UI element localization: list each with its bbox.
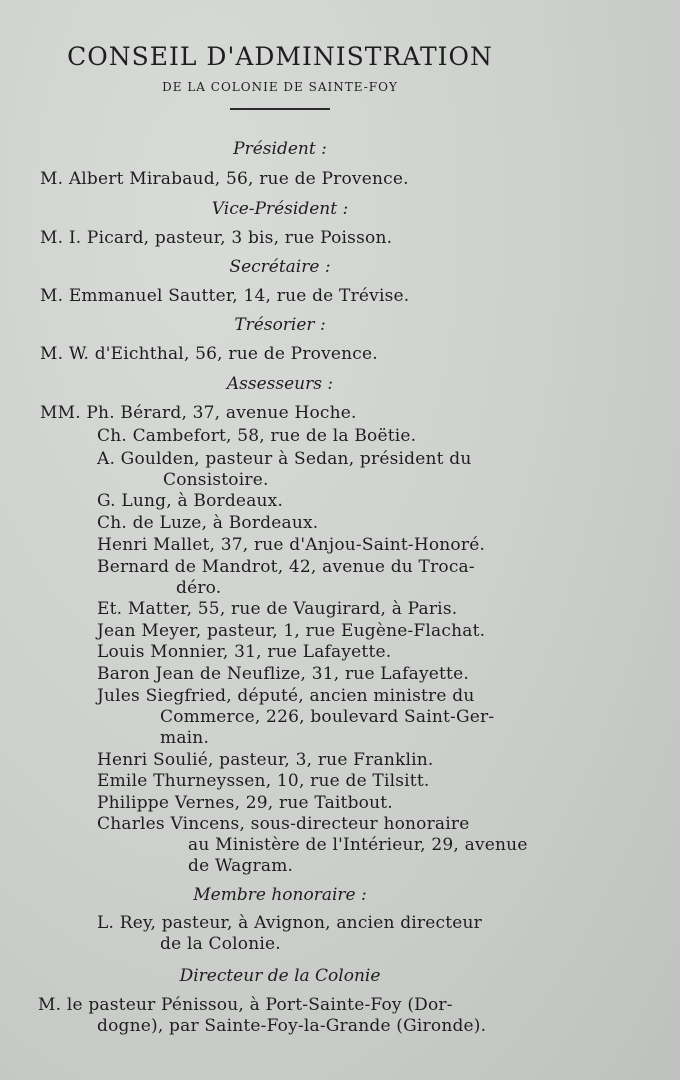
assesseur-line: de Wagram. [188,856,294,876]
secretaire-entry: M. Emmanuel Sautter, 14, rue de Trévise. [40,286,410,306]
assesseur-line: Jean Meyer, pasteur, 1, rue Eugène-Flachat. [97,621,486,641]
directeur-line: dogne), par Sainte-Foy-la-Grande (Gironde). [97,1016,487,1036]
assesseur-line: déro. [176,578,222,598]
assesseur-line: au Ministère de l'Intérieur, 29, avenue [188,835,528,855]
directeur-heading: Directeur de la Colonie [179,966,381,986]
membre-honoraire-heading: Membre honoraire : [193,885,367,905]
assesseur-line: Emile Thurneyssen, 10, rue de Tilsitt. [97,771,430,791]
assesseur-line: Henri Mallet, 37, rue d'Anjou-Saint-Honoré. [97,535,486,555]
vice-president-entry: M. I. Picard, pasteur, 3 bis, rue Poisson. [40,228,393,248]
assesseur-line: Charles Vincens, sous-directeur honoraire [97,814,470,834]
president-heading: Président : [233,139,327,159]
assesseur-line: MM. Ph. Bérard, 37, avenue Hoche. [40,403,357,423]
president-entry: M. Albert Mirabaud, 56, rue de Provence. [40,169,409,189]
secretaire-heading: Secrétaire : [229,257,331,277]
assesseur-line: Jules Siegfried, député, ancien ministre du [97,686,475,706]
assesseur-line: Louis Monnier, 31, rue Lafayette. [97,642,392,662]
page-title: CONSEIL D'ADMINISTRATION [67,42,493,71]
assesseur-line: Consistoire. [163,470,269,490]
tresorier-entry: M. W. d'Eichthal, 56, rue de Provence. [40,344,378,364]
title-divider [230,108,330,110]
assesseurs-heading: Assesseurs : [226,374,334,394]
membre-honoraire-line: L. Rey, pasteur, à Avignon, ancien directeur [97,913,482,933]
vice-president-heading: Vice-Président : [211,199,349,219]
tresorier-heading: Trésorier : [234,315,326,335]
page-subtitle: DE LA COLONIE DE SAINTE-FOY [162,80,398,94]
assesseur-line: Ch. de Luze, à Bordeaux. [97,513,319,533]
assesseur-line: Commerce, 226, boulevard Saint-Ger- [160,707,495,727]
assesseur-line: Bernard de Mandrot, 42, avenue du Troca- [97,557,475,577]
assesseur-line: Philippe Vernes, 29, rue Taitbout. [97,793,393,813]
assesseur-line: A. Goulden, pasteur à Sedan, président du [97,449,472,469]
membre-honoraire-line: de la Colonie. [160,934,281,954]
assesseur-line: Henri Soulié, pasteur, 3, rue Franklin. [97,750,434,770]
directeur-line: M. le pasteur Pénissou, à Port-Sainte-Foy (Dor- [38,995,453,1015]
assesseur-line: Ch. Cambefort, 58, rue de la Boëtie. [97,426,417,446]
assesseur-line: main. [160,728,210,748]
assesseur-line: Baron Jean de Neuflize, 31, rue Lafayette. [97,664,469,684]
assesseur-line: Et. Matter, 55, rue de Vaugirard, à Paris. [97,599,458,619]
assesseur-line: G. Lung, à Bordeaux. [97,491,284,511]
